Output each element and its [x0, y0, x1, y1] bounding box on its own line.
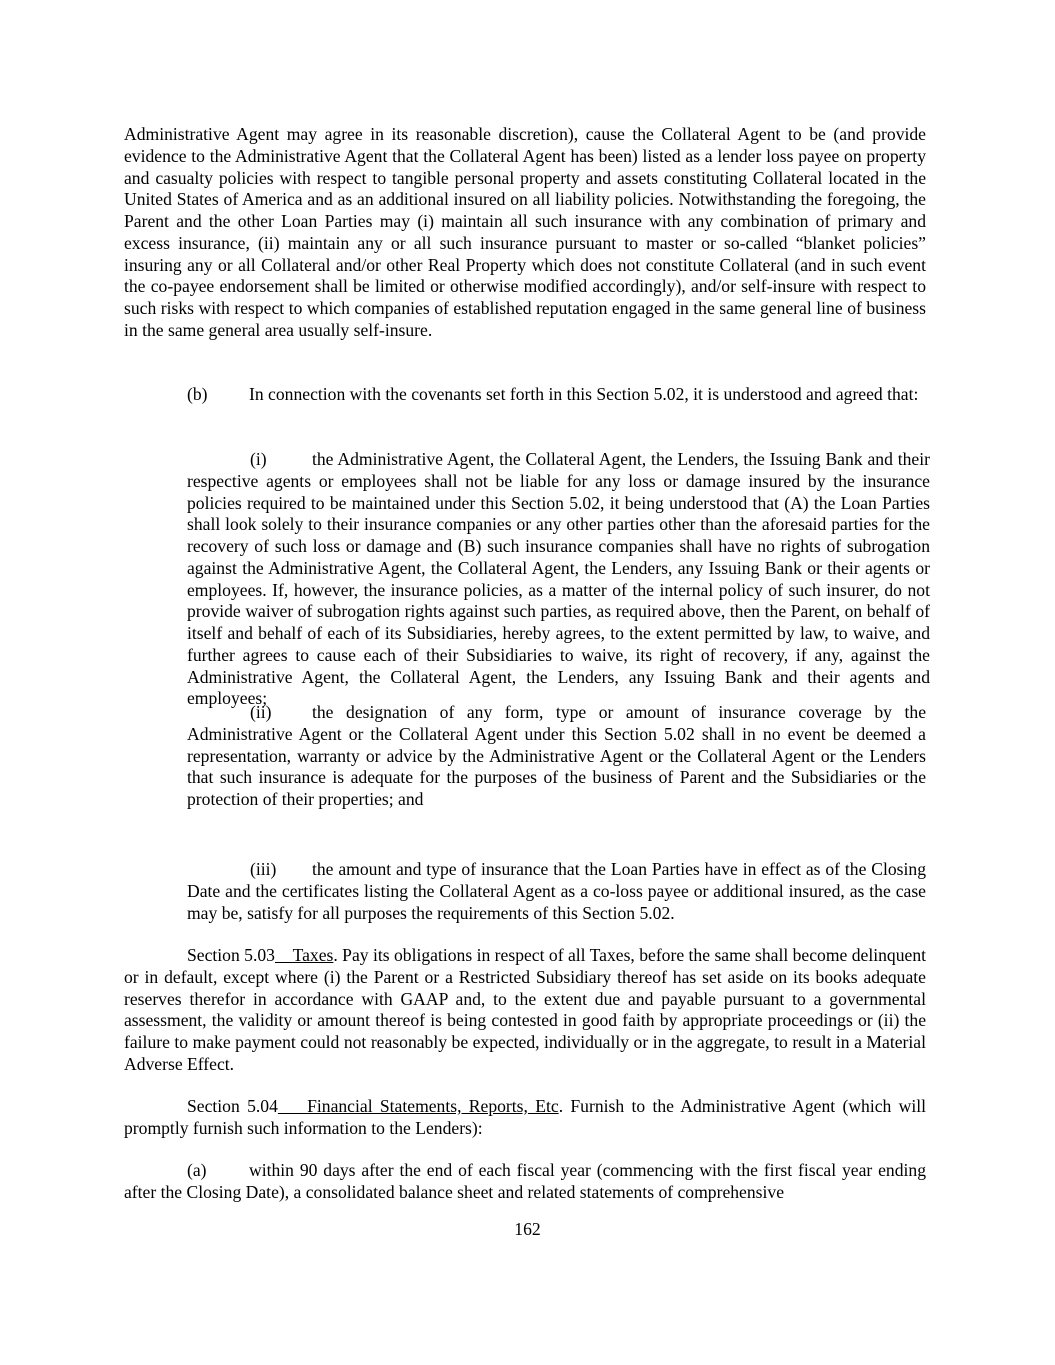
section-title-5-03: Taxes	[292, 945, 334, 965]
paragraph-ii	[187, 702, 926, 811]
clause-label-a: (a)	[187, 1160, 207, 1180]
page-number: 162	[514, 1219, 541, 1239]
section-5-03	[124, 945, 926, 1076]
section-spacer-5-03	[275, 945, 293, 965]
clause-text-a: within 90 days after the end of each fiscal year (commencing with the first fiscal year ending after the Closing Date), a consolidated balance sheet and related statements of comprehensive	[124, 1160, 926, 1202]
section-title-5-04: Financial Statements, Reports, Etc	[307, 1096, 559, 1116]
paragraph-i	[187, 449, 930, 710]
paragraph-iii	[187, 859, 926, 924]
clause-text-ii: the designation of any form, type or amount of insurance coverage by the Administrative Agent or the Collateral Agent under this Section 5.02 shall in no event be deemed a representation, warranty or advice by the Administrative Agent or the Collateral Agent or the Lenders that such insurance is adequate for the purposes of the business of Parent and the Subsidiaries or the protection of their properties; and	[187, 702, 926, 809]
section-text-5-04: . Furnish to the Administrative Agent (which will promptly furnish such information to the Lenders):	[124, 1096, 927, 1138]
section-text-5-03: . Pay its obligations in respect of all Taxes, before the same shall become delinquent or in default, except where (i) the Parent or a Restricted Subsidiary thereof has set aside on its books adequate reserves therefor in accordance with GAAP and, to the extent due and payable pursuant to a governmental assessment, the validity or amount thereof is being contested in good faith by appropriate proceedings or (ii) the failure to make payment could not reasonably be expected, individually or in the aggregate, to result in a Material Adverse Effect.	[124, 945, 927, 1074]
paragraph-intro: Administrative Agent may agree in its reasonable discretion), cause the Collateral Agent to be (and provide evidence to the Administrative Agent that the Collateral Agent has been) listed as a lender loss payee on property and casualty policies with respect to tangible personal property and assets constituting Collateral located in the United States of America and as an additional insured on all liability policies. Notwithstanding the foregoing, the Parent and the other Loan Parties may (i) maintain all such insurance with any combination of primary and excess insurance, (ii) maintain any or all such insurance pursuant to master or so-called “blanket policies” insuring any or all Collateral and/or other Real Property which does not constitute Collateral (and in such event the co-payee endorsement shall be limited or otherwise modified accordingly), and/or self-insure with respect to such risks with respect to which companies of established reputation engaged in the same general line of business in the same general area usually self-insure.	[124, 124, 926, 340]
clause-label-i: (i)	[250, 449, 267, 469]
clause-label-iii: (iii)	[250, 859, 277, 879]
clause-text-iii: the amount and type of insurance that the Loan Parties have in effect as of the Closing Date and the certificates listing the Collateral Agent as a co-loss payee or additional insured, as the case may be, satisfy for all purposes the requirements of this Section 5.02.	[187, 859, 926, 923]
clause-label-ii: (ii)	[250, 702, 272, 722]
paragraph-a	[124, 1160, 926, 1204]
section-spacer-5-04	[278, 1096, 307, 1116]
section-number-5-04: Section 5.04	[187, 1096, 278, 1116]
section-5-04	[124, 1096, 926, 1140]
paragraph-b	[124, 384, 926, 406]
clause-label-b: (b)	[187, 384, 208, 404]
section-number-5-03: Section 5.03	[187, 945, 275, 965]
clause-text-b: In connection with the covenants set forth in this Section 5.02, it is understood and agreed that:	[249, 384, 919, 404]
clause-text-i: the Administrative Agent, the Collateral Agent, the Lenders, the Issuing Bank and their respective agents or employees shall not be liable for any loss or damage insured by the insurance policies required to be maintained under this Section 5.02, it being understood that (A) the Loan Parties shall look solely to their insurance companies or any other parties other than the aforesaid parties for the recovery of such loss or damage and (B) such insurance companies shall have no rights of subrogation against the Administrative Agent, the Collateral Agent, the Lenders, any Issuing Bank or their agents or employees. If, however, the insurance policies, as a matter of the internal policy of such insurer, do not provide waiver of subrogation rights against such parties, as required above, then the Parent, on behalf of itself and behalf of each of its Subsidiaries, hereby agrees, to the extent permitted by law, to waive, and further agrees to cause each of their Subsidiaries to waive, its right of recovery, if any, against the Administrative Agent, the Collateral Agent, the Lenders, any Issuing Bank and their agents and employees;	[187, 449, 930, 709]
